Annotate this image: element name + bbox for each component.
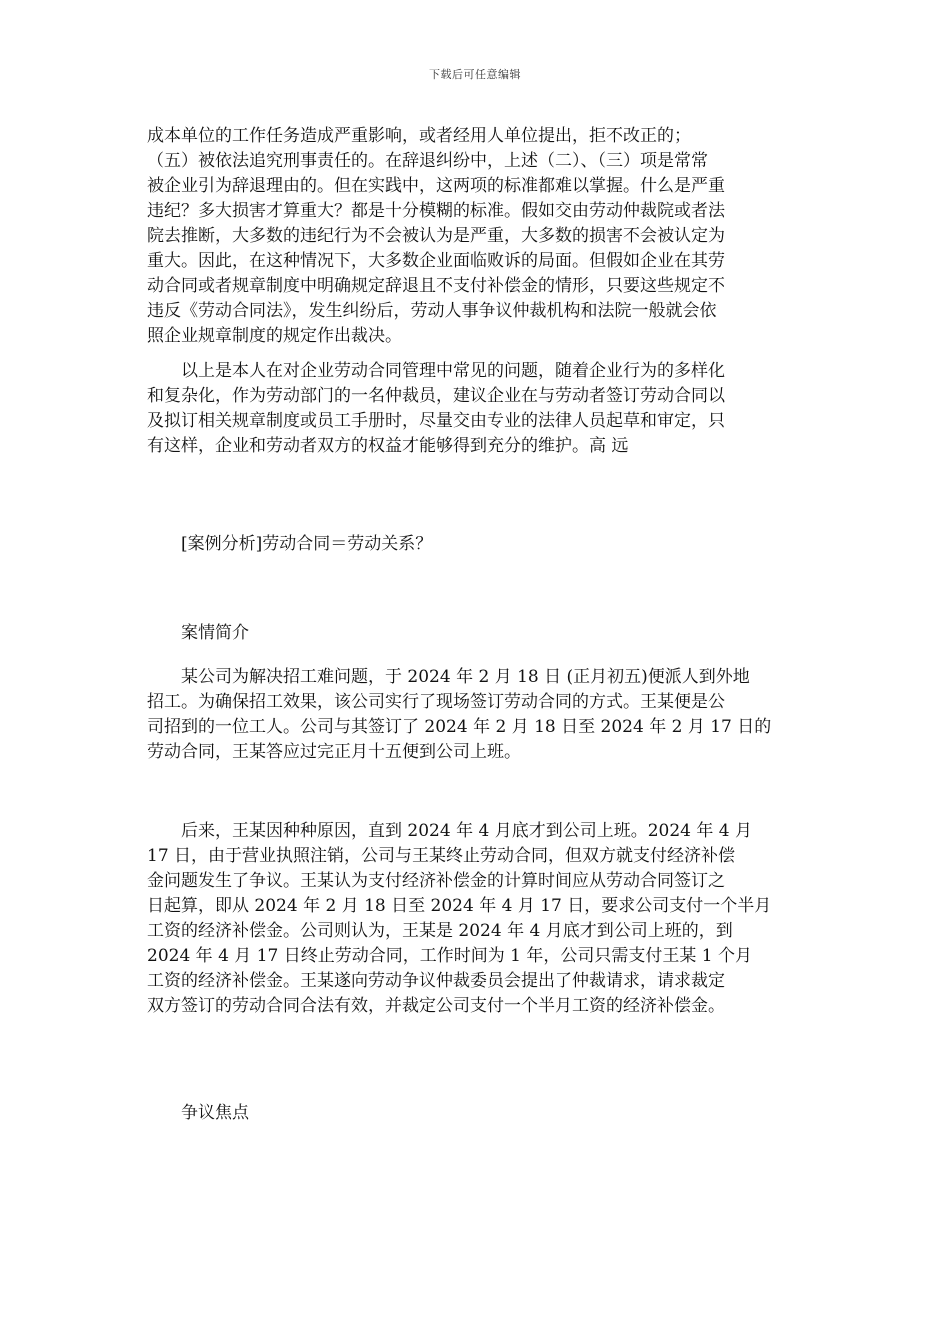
text-line: 有这样，企业和劳动者双方的权益才能够得到充分的维护。高 远: [147, 436, 629, 456]
text-line: 17 日，由于营业执照注销，公司与王某终止劳动合同，但双方就支付经济补偿: [147, 846, 736, 866]
text-line: 招工。为确保招工效果，该公司实行了现场签订劳动合同的方式。王某便是公: [147, 692, 725, 712]
text-line: 双方签订的劳动合同合法有效，并裁定公司支付一个半月工资的经济补偿金。: [147, 996, 725, 1016]
text-line: （五）被依法追究刑事责任的。在辞退纠纷中，上述（二）、（三）项是常常: [147, 151, 708, 171]
text-line: 金问题发生了争议。王某认为支付经济补偿金的计算时间应从劳动合同签订之: [147, 871, 725, 891]
text-line: 以上是本人在对企业劳动合同管理中常见的问题，随着企业行为的多样化: [181, 361, 725, 381]
text-line: 院去推断，大多数的违纪行为不会被认为是严重，大多数的损害不会被认定为: [147, 226, 725, 246]
text-line: 动合同或者规章制度中明确规定辞退且不支付补偿金的情形，只要这些规定不: [147, 276, 725, 296]
page-header: 下载后可任意编辑: [429, 68, 521, 81]
text-line: 违纪？多大损害才算重大？都是十分模糊的标准。假如交由劳动仲裁院或者法: [147, 201, 725, 221]
section-heading-dispute-focus: [147, 1101, 807, 1126]
text-line: 成本单位的工作任务造成严重影响，或者经用人单位提出，拒不改正的；: [147, 126, 691, 146]
text-line: 重大。因此，在这种情况下，大多数企业面临败诉的局面。但假如企业在其劳: [147, 251, 725, 271]
text-line: 争议焦点: [181, 1103, 249, 1123]
text-line: 及拟订相关规章制度或员工手册时，尽量交由专业的法律人员起草和审定，只: [147, 411, 725, 431]
text-line: 后来，王某因种种原因，直到 2024 年 4 月底才到公司上班。2024 年 4 月: [181, 821, 752, 841]
text-line: 工资的经济补偿金。公司则认为，王某是 2024 年 4 月底才到公司上班的，到: [147, 921, 733, 941]
text-line: 和复杂化，作为劳动部门的一名仲裁员，建议企业在与劳动者签订劳动合同以: [147, 386, 725, 406]
text-line: 劳动合同，王某答应过完正月十五便到公司上班。: [147, 742, 521, 762]
paragraph-conclusion: [147, 359, 807, 459]
text-line: 照企业规章制度的规定作出裁决。: [147, 326, 402, 346]
section-heading-case-summary: [147, 621, 807, 646]
text-line: 被企业引为辞退理由的。但在实践中，这两项的标准都难以掌握。什么是严重: [147, 176, 725, 196]
text-line: 司招到的一位工人。公司与其签订了 2024 年 2 月 18 日至 2024 年 2 月 17 日的: [147, 717, 772, 737]
case-title: [147, 532, 807, 557]
text-line: 某公司为解决招工难问题，于 2024 年 2 月 18 日 (正月初五)便派人到外地: [181, 667, 750, 687]
text-line: 日起算，即从 2024 年 2 月 18 日至 2024 年 4 月 17 日，要求公司支付一个半月: [147, 896, 772, 916]
document-body: [147, 124, 807, 1126]
text-line: [案例分析]劳动合同＝劳动关系？: [181, 534, 433, 554]
text-line: 违反《劳动合同法》，发生纠纷后，劳动人事争议仲裁机构和法院一般就会依: [147, 301, 717, 321]
paragraph-case-summary: [147, 665, 807, 765]
paragraph-dismissal-rules: [147, 124, 807, 349]
paragraph-dispute: [147, 819, 807, 1019]
text-line: 2024 年 4 月 17 日终止劳动合同，工作时间为 1 年，公司只需支付王某 1 个月: [147, 946, 752, 966]
text-line: 案情简介: [181, 623, 249, 643]
text-line: 工资的经济补偿金。王某遂向劳动争议仲裁委员会提出了仲裁请求，请求裁定: [147, 971, 725, 991]
